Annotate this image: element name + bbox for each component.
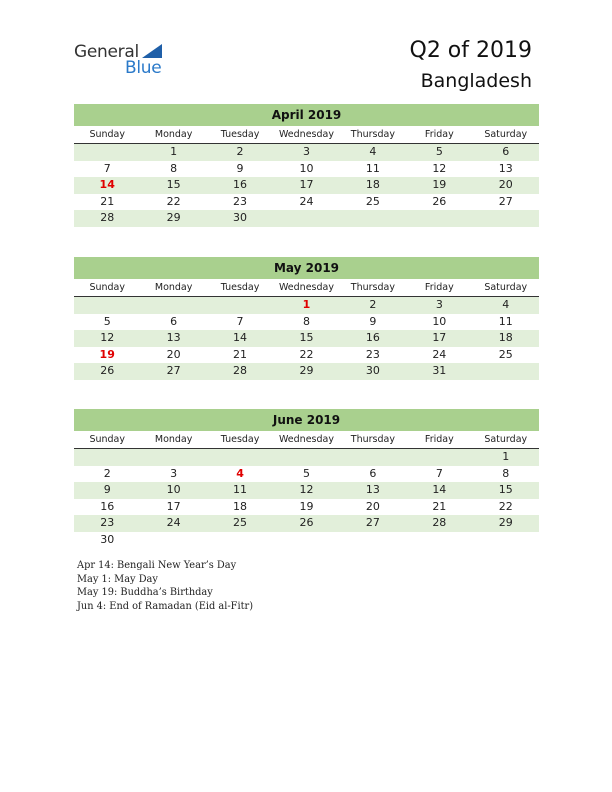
- week-row: [74, 210, 539, 227]
- day-cell: 22: [166, 194, 181, 208]
- day-cell: 10: [166, 483, 181, 496]
- country-name: Bangladesh: [420, 70, 532, 92]
- day-cell: 25: [233, 516, 248, 529]
- weekday-label: Tuesday: [220, 282, 260, 293]
- logo-triangle-icon: [142, 44, 162, 58]
- day-cell: 4: [502, 298, 510, 311]
- day-cell: 16: [365, 331, 380, 344]
- brand-logo: [74, 42, 184, 78]
- day-cell: 2: [236, 145, 244, 158]
- day-cell: 20: [166, 347, 181, 361]
- month-calendar: [74, 104, 539, 227]
- weekday-label: Saturday: [484, 282, 528, 293]
- day-cell: 5: [103, 314, 111, 328]
- weekday-label: Monday: [154, 129, 193, 140]
- day-cell: 15: [166, 178, 181, 191]
- weekday-label: Thursday: [350, 129, 395, 140]
- week-row: [74, 449, 539, 466]
- day-cell: 27: [166, 364, 181, 377]
- day-cell: 9: [236, 161, 244, 175]
- day-cell: 31: [432, 364, 447, 377]
- day-cell: 11: [365, 161, 380, 175]
- day-cell: [406, 532, 472, 549]
- day-cell: 11: [233, 483, 248, 496]
- month-title: April 2019: [74, 104, 539, 126]
- day-cell: 28: [100, 211, 115, 224]
- day-cell: [406, 210, 472, 227]
- day-cell: [340, 210, 406, 227]
- day-cell: 13: [166, 331, 181, 344]
- day-cell: 7: [435, 466, 443, 480]
- day-cell: [473, 532, 539, 549]
- day-cell: 23: [100, 516, 115, 529]
- day-cell: [140, 297, 206, 314]
- day-cell: 14: [233, 331, 248, 344]
- day-cell: [473, 363, 539, 380]
- day-cell: [273, 449, 339, 466]
- weekday-label: Friday: [424, 282, 454, 293]
- month-title: June 2019: [74, 409, 539, 431]
- day-cell: 12: [299, 483, 314, 496]
- holiday-note: Apr 14: Bengali New Year’s Day: [77, 560, 237, 571]
- day-cell: 17: [432, 331, 447, 344]
- week-row: [74, 532, 539, 549]
- day-cell: 24: [432, 347, 447, 361]
- day-cell: 8: [170, 161, 178, 175]
- week-row: [74, 194, 539, 211]
- day-cell: 4: [369, 145, 377, 158]
- day-cell: 26: [432, 194, 447, 208]
- day-cell: [273, 532, 339, 549]
- day-cell: [140, 532, 206, 549]
- week-row: [74, 297, 539, 314]
- day-cell: [340, 532, 406, 549]
- weekday-label: Thursday: [350, 434, 395, 445]
- weekday-label: Sunday: [89, 129, 125, 140]
- logo-text-blue: Blue: [125, 58, 162, 78]
- day-cell: [473, 210, 539, 227]
- week-row: [74, 482, 539, 499]
- day-cell: 24: [166, 516, 181, 529]
- day-cell: 18: [233, 499, 248, 513]
- day-cell: 6: [369, 466, 377, 480]
- weekday-label: Sunday: [89, 434, 125, 445]
- day-cell: 15: [299, 331, 314, 344]
- week-row: [74, 466, 539, 483]
- weekday-label: Saturday: [484, 434, 528, 445]
- day-cell: 21: [233, 347, 248, 361]
- weekday-label: Tuesday: [220, 129, 260, 140]
- day-cell: [340, 449, 406, 466]
- day-cell: [74, 449, 140, 466]
- day-cell: 16: [100, 499, 115, 513]
- weekday-label: Friday: [424, 129, 454, 140]
- holiday-day-cell: 1: [302, 298, 311, 311]
- holiday-note: Jun 4: End of Ramadan (Eid al-Fitr): [77, 600, 254, 612]
- day-cell: 18: [498, 331, 513, 344]
- week-row: [74, 347, 539, 364]
- logo-text-general: General: [74, 42, 139, 62]
- day-cell: 18: [365, 178, 380, 191]
- day-cell: 3: [435, 298, 443, 311]
- page-title: Q2 of 2019: [409, 38, 532, 63]
- day-cell: 1: [502, 450, 510, 463]
- week-row: [74, 499, 539, 516]
- day-cell: 13: [498, 161, 513, 175]
- day-cell: 26: [100, 364, 115, 377]
- day-cell: [207, 297, 273, 314]
- week-row: [74, 177, 539, 194]
- day-cell: 11: [498, 314, 513, 328]
- day-cell: 13: [365, 483, 380, 496]
- weekday-label: Wednesday: [278, 434, 334, 445]
- holiday-day-cell: 4: [236, 466, 244, 480]
- day-cell: 23: [365, 347, 380, 361]
- day-cell: 16: [233, 178, 248, 191]
- weekday-header-row: [74, 126, 539, 144]
- day-cell: 17: [166, 499, 181, 513]
- day-cell: 6: [502, 145, 510, 158]
- day-cell: 3: [170, 466, 178, 480]
- day-cell: 12: [432, 161, 447, 175]
- weekday-label: Sunday: [89, 282, 125, 293]
- day-cell: 1: [170, 145, 178, 158]
- day-cell: 21: [432, 499, 447, 513]
- weekday-label: Monday: [154, 434, 193, 445]
- weekday-label: Monday: [154, 282, 193, 293]
- day-cell: 14: [432, 483, 447, 496]
- day-cell: 17: [299, 178, 314, 191]
- day-cell: 28: [432, 516, 447, 529]
- month-calendar: [74, 257, 539, 380]
- day-cell: 6: [170, 314, 178, 328]
- day-cell: 8: [502, 466, 510, 480]
- day-cell: 5: [435, 145, 443, 158]
- holiday-note: May 1: May Day: [77, 573, 158, 585]
- week-row: [74, 515, 539, 532]
- holiday-day-cell: 19: [99, 347, 115, 361]
- day-cell: [74, 297, 140, 314]
- day-cell: 7: [103, 161, 111, 175]
- day-cell: 20: [365, 499, 380, 513]
- day-cell: 30: [365, 364, 380, 377]
- day-cell: 22: [498, 499, 513, 513]
- day-cell: 29: [166, 211, 181, 224]
- day-cell: 10: [432, 314, 447, 328]
- day-cell: 21: [100, 194, 115, 208]
- day-cell: 2: [369, 298, 377, 311]
- weekday-label: Friday: [424, 434, 454, 445]
- week-row: [74, 363, 539, 380]
- day-cell: [207, 532, 273, 549]
- weekday-header-row: [74, 431, 539, 449]
- week-row: [74, 314, 539, 331]
- weekday-label: Saturday: [484, 129, 528, 140]
- day-cell: 25: [498, 347, 513, 361]
- day-cell: 10: [299, 161, 314, 175]
- month-calendar: [74, 409, 539, 548]
- holiday-note: May 19: Buddha’s Birthday: [77, 587, 213, 598]
- weekday-label: Wednesday: [278, 129, 334, 140]
- day-cell: 30: [100, 532, 115, 546]
- day-cell: 7: [236, 314, 244, 328]
- week-row: [74, 144, 539, 161]
- day-cell: [406, 449, 472, 466]
- day-cell: 19: [432, 178, 447, 191]
- day-cell: 3: [302, 145, 310, 158]
- day-cell: 26: [299, 516, 314, 529]
- day-cell: 23: [233, 194, 248, 208]
- day-cell: 20: [498, 178, 513, 191]
- day-cell: [74, 144, 140, 161]
- day-cell: 25: [365, 194, 380, 208]
- weekday-label: Tuesday: [220, 434, 260, 445]
- weekday-label: Wednesday: [278, 282, 334, 293]
- holiday-notes: [77, 559, 253, 613]
- day-cell: [273, 210, 339, 227]
- day-cell: 28: [233, 364, 248, 377]
- day-cell: 9: [369, 314, 377, 328]
- holiday-day-cell: 14: [99, 178, 115, 191]
- day-cell: [140, 449, 206, 466]
- day-cell: 19: [299, 499, 314, 513]
- day-cell: 27: [365, 516, 380, 529]
- weekday-label: Thursday: [350, 282, 395, 293]
- day-cell: 8: [302, 314, 310, 328]
- day-cell: 22: [299, 347, 314, 361]
- day-cell: 2: [103, 466, 111, 480]
- day-cell: 5: [302, 466, 310, 480]
- day-cell: 27: [498, 194, 513, 208]
- day-cell: 12: [100, 331, 115, 344]
- weekday-header-row: [74, 279, 539, 297]
- day-cell: 29: [299, 364, 314, 377]
- day-cell: 24: [299, 194, 314, 208]
- week-row: [74, 330, 539, 347]
- week-row: [74, 161, 539, 178]
- month-title: May 2019: [74, 257, 539, 279]
- day-cell: [207, 449, 273, 466]
- day-cell: 15: [498, 483, 513, 496]
- day-cell: 30: [233, 211, 248, 224]
- day-cell: 29: [498, 516, 513, 529]
- day-cell: 9: [103, 483, 111, 496]
